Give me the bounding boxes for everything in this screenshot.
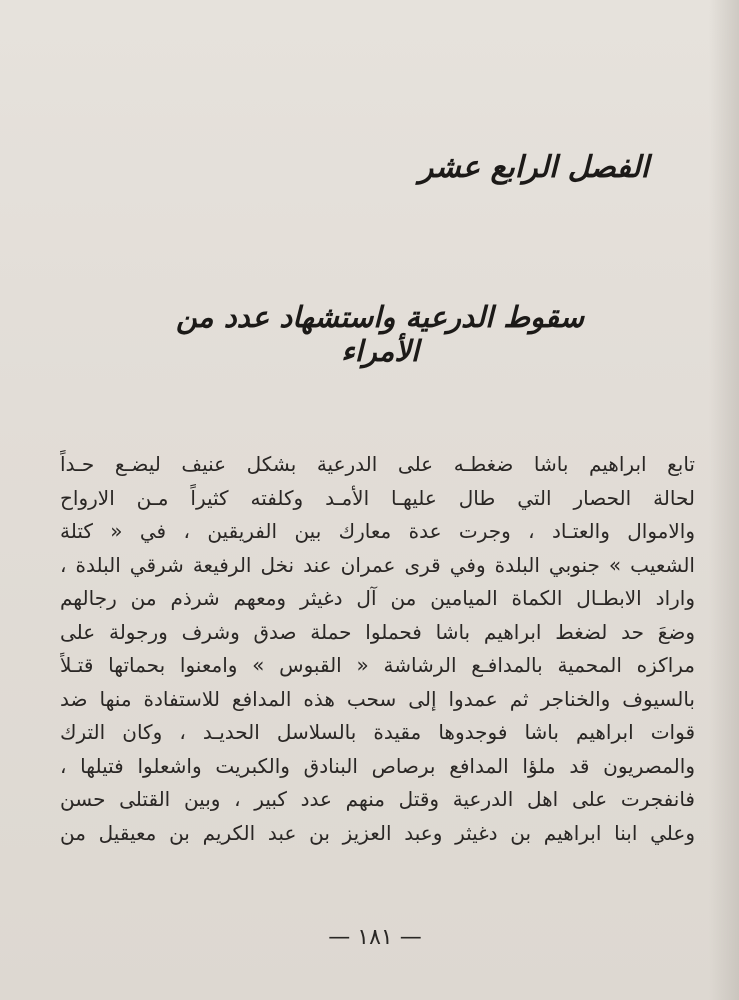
text-line: لحالة الحصار التي طال عليهـا الأمـد وكلفته كثيراً مـن الارواح [60, 485, 695, 510]
chapter-heading: الفصل الرابع عشر [418, 150, 649, 185]
text-line: وضعَ حد لضغط ابراهيم باشا فحملوا حملة صدق وشرف ورجولة على [60, 619, 695, 644]
text-line: قوات ابراهيم باشا فوجدوها مقيدة بالسلاسل الحديـد ، وكان الترك [60, 720, 695, 744]
text-line: الشعيب » جنوبي البلدة وفي قرى عمران عند نخل الرفيعة شرقي البلدة ، [60, 552, 695, 577]
text-line: والمصريون قد ملؤا المدافع برصاص البنادق والكبريت واشعلوا فتيلها ، [60, 753, 695, 778]
text-line: والاموال والعتـاد ، وجرت عدة معارك بين الفريقين ، في « كتلة [60, 519, 695, 543]
page-number: — ١٨١ — [328, 925, 422, 950]
text-line: تابع ابراهيم باشا ضغطـه على الدرعية بشكل عنيف ليضـع حـداً [60, 452, 695, 476]
page-binding-shadow [709, 0, 739, 1000]
section-title: سقوط الدرعية واستشهاد عدد من الأمراء [175, 300, 585, 368]
body-paragraph [60, 448, 695, 850]
text-line: واراد الابطـال الكماة الميامين من آل دغيثر ومعهم شرذم من رجالهم [60, 586, 695, 610]
text-line: مراكزه المحمية بالمدافـع الرشاشة « القبوس » وامعنوا بحماتها قتـلاً [60, 653, 695, 677]
text-line: وعلي ابنا ابراهيم بن دغيثر وعبد العزيز بن عبد الكريم بن معيقيل من [60, 820, 695, 845]
text-line: فانفجرت على اهل الدرعية وقتل منهم عدد كبير ، وبين القتلى حسن [60, 787, 695, 811]
text-line: بالسيوف والخناجر ثم عمدوا إلى سحب هذه المدافع للاستفادة منها ضد [60, 686, 695, 711]
